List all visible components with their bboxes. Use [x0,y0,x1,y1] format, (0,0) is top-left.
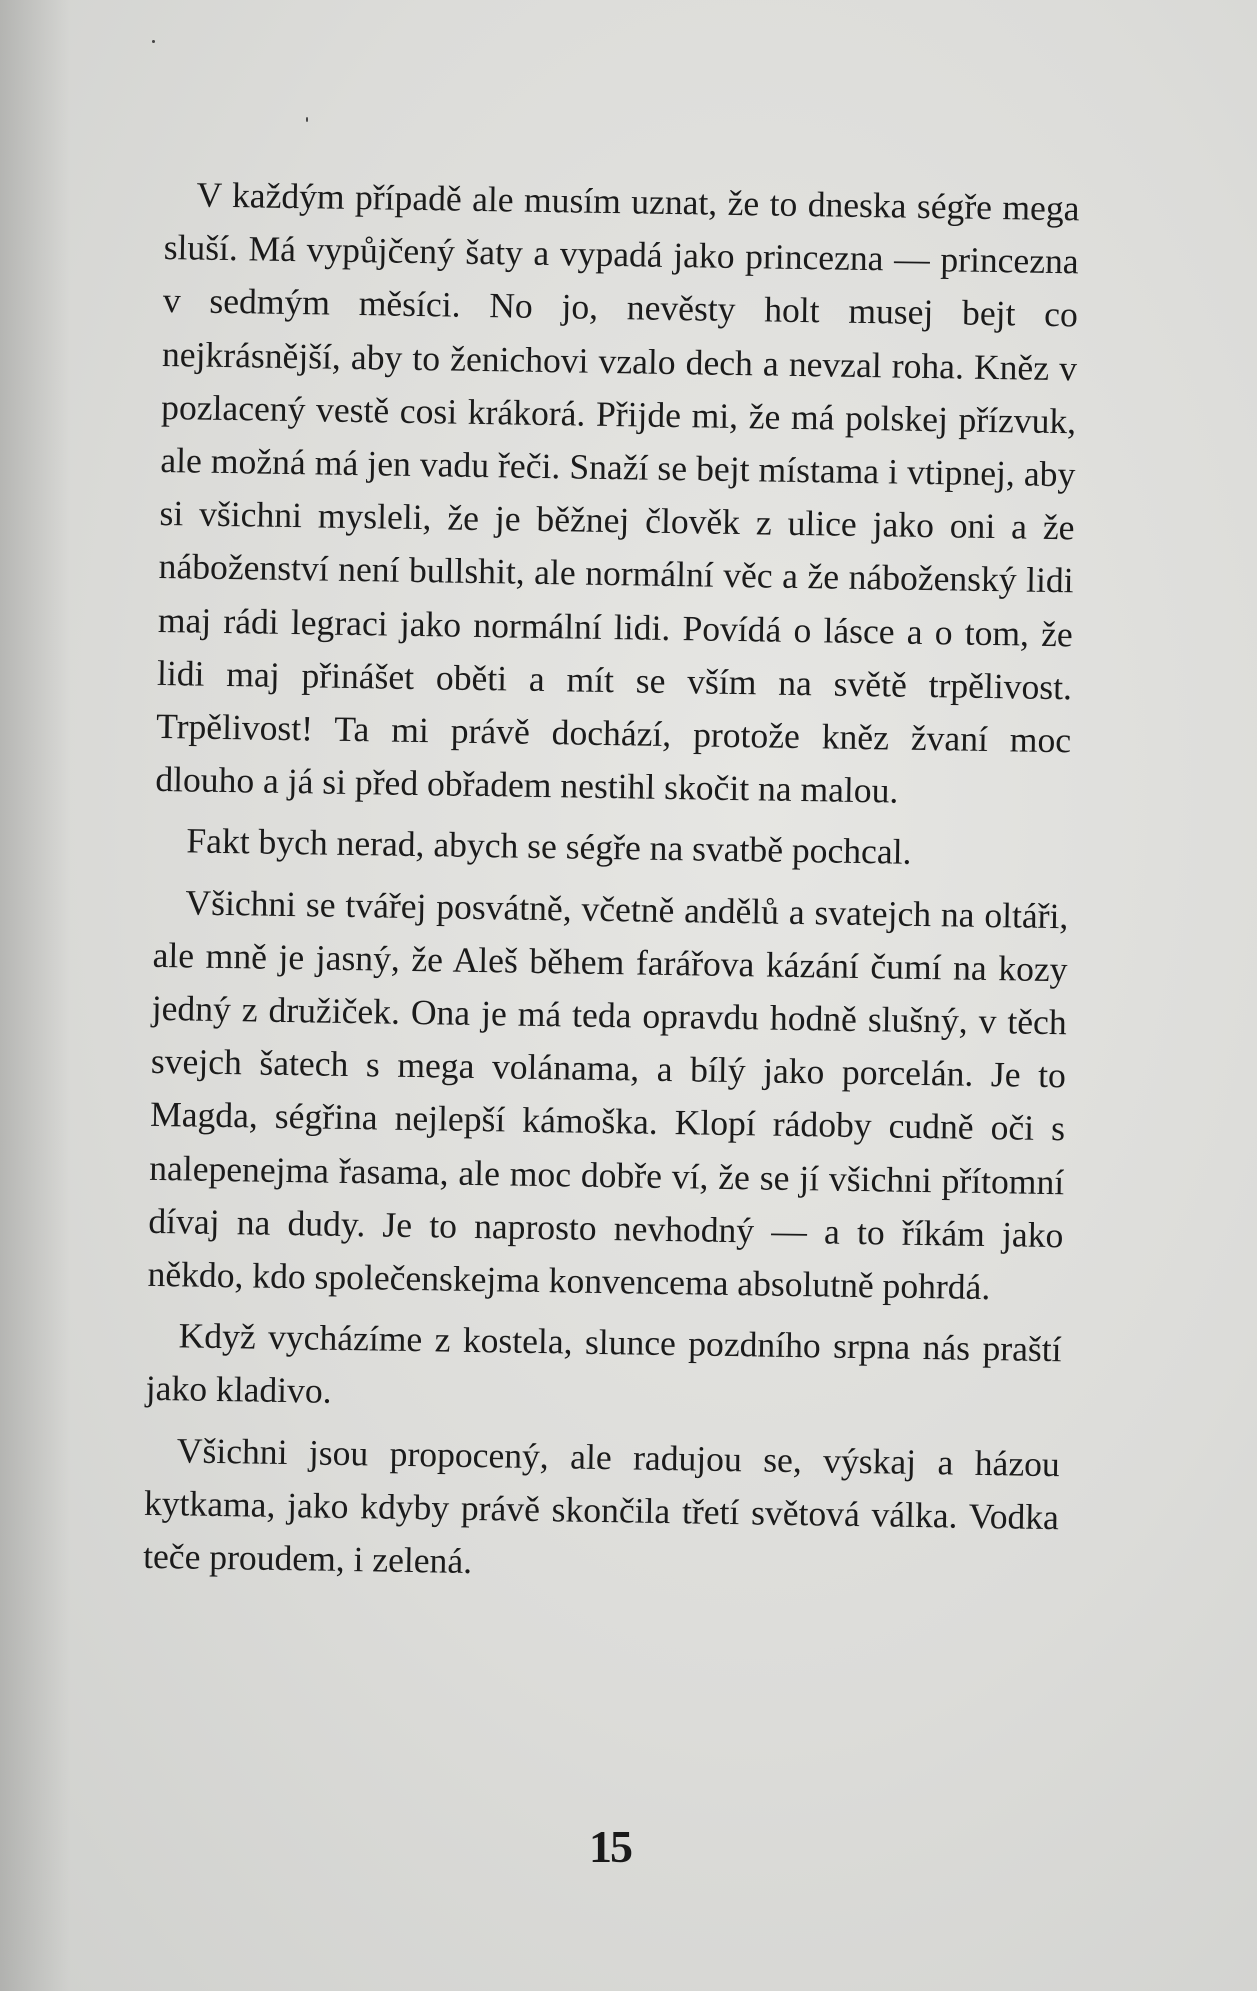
page-number: 15 [589,1821,631,1872]
paragraph: Všichni se tvářej posvátně, včetně andělů a svatejch na oltáři, ale mně je jasný, že Aleš během farářova kázání čumí na kozy jedný z družiček. Ona je má teda opravdu hodně slušný, v těch svejch šatech s mega volánama, a bílý jako porcelán. Je to Magda, ségřina nejlepší kámoška. Klopí rádoby cudně oči s nalepenejma řasama, ale moc dobře ví, že se jí všichni přítomní dívaj na dudy. Je to naprosto nevhodný — a to říkám jako někdo, kdo společenskejma konvencema absolutně pohrdá. [147,882,1069,1308]
paragraph: Všichni jsou propocený, ale radujou se, výskaj a házou kytkama, jako kdyby právě skončila třetí světová válka. Vodka teče proudem, i zelená. [142,1430,1061,1582]
paper-speck [306,117,308,122]
body-text [143,168,1080,1605]
paragraph: Když vycházíme z kostela, slunce pozdního srpna nás praští jako kladivo. [145,1315,1062,1412]
paragraph: Fakt bych nerad, abych se ségře na svatbě pochcal. [186,820,912,873]
paragraph: V každým případě ale musím uznat, že to dneska ségře mega sluší. Má vypůjčený šaty a vypadá jako princezna — princezna v sedmým měsíci. No jo, nevěsty holt musej bejt co nejkrásnější, aby to ženichovi vzalo dech a nevzal roha. Kněz v pozlacený vestě cosi krákorá. Přijde mi, že má polskej přízvuk, ale možná má jen vadu řeči. Snaží se bejt místama i vtipnej, aby si všichni mysleli, že je běžnej člověk z ulice jako oni a že náboženství není bullshit, ale normální věc a že náboženský lidi maj rádi legraci jako normální lidi. Povídá o lásce a o tom, že lidi maj přinášet oběti a mít se vším na světě trpělivost. Trpělivost! Ta mi právě dochází, protože kněz žvaní moc dlouho a já si před obřadem nestihl skočit na malou. [155,174,1080,811]
paper-speck [152,40,155,43]
